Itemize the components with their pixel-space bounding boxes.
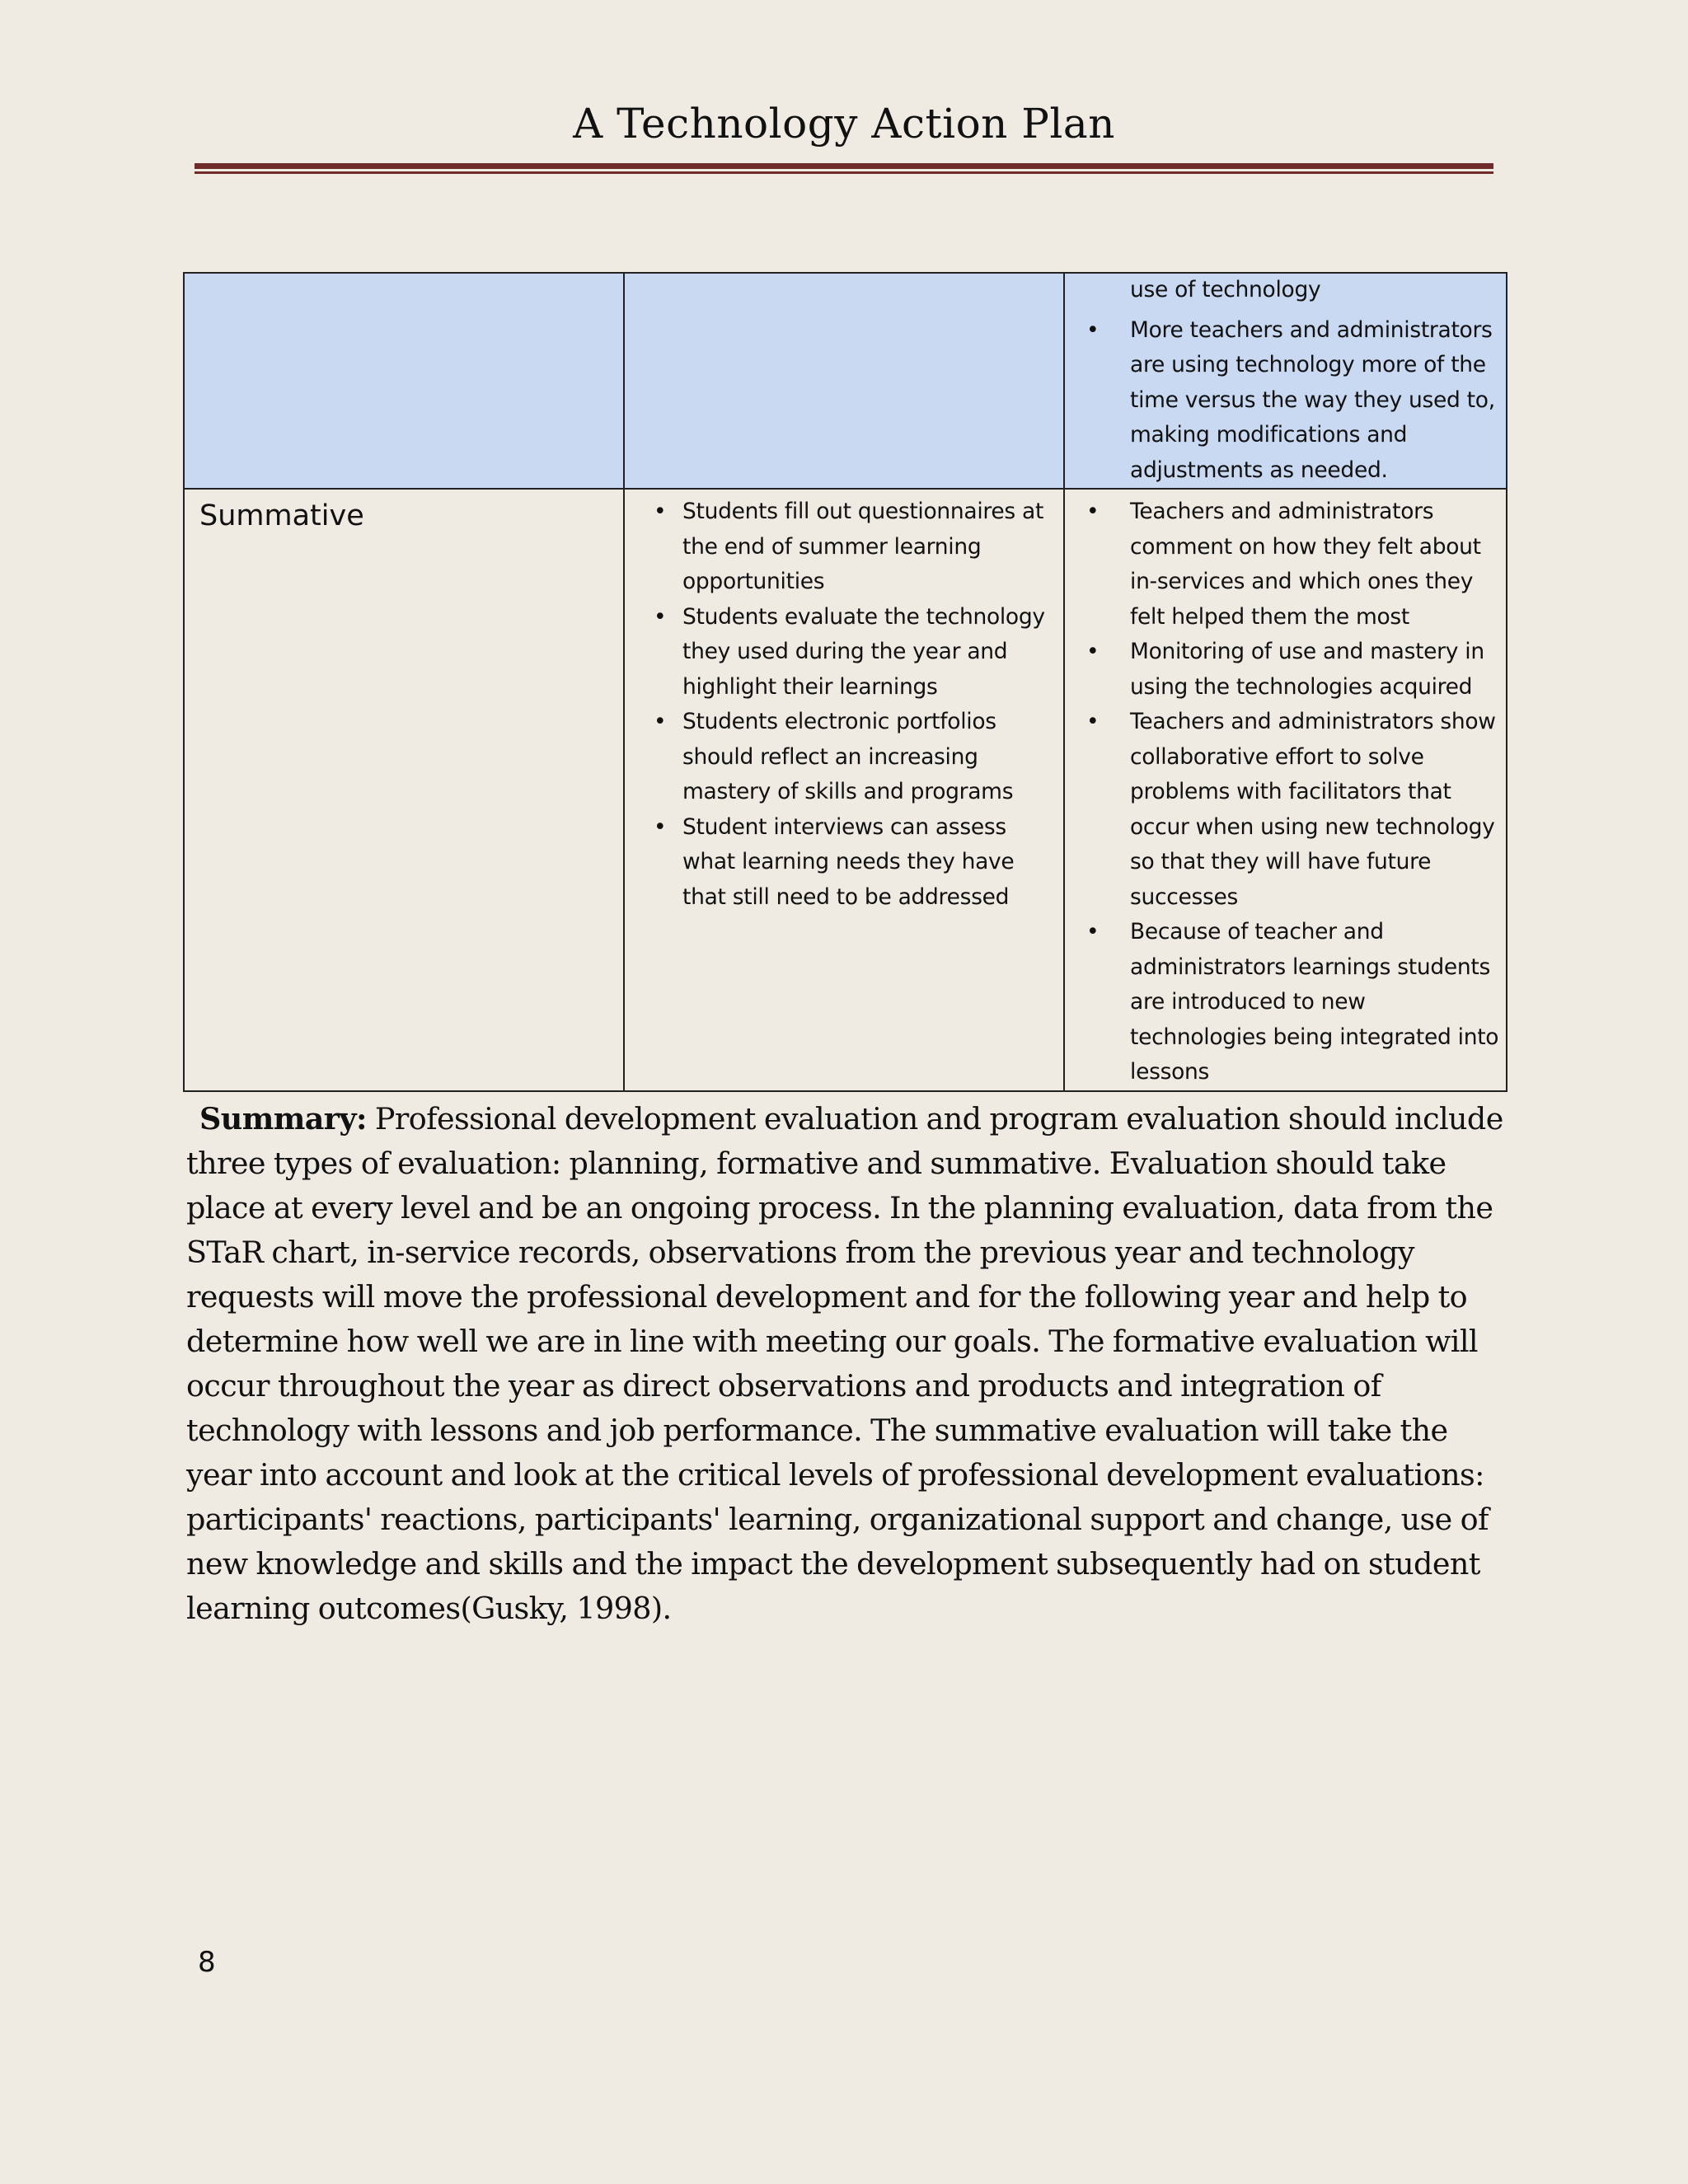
list-item <box>654 494 1055 600</box>
list-item <box>1086 313 1499 489</box>
page-title: A Technology Action Plan <box>573 100 1115 148</box>
bullet-icon: • <box>1086 919 1100 944</box>
list-item-text: Students electronic portfolios should reflect an increasing mastery of skills and programs <box>682 709 1014 804</box>
teachers-list <box>1065 490 1506 1090</box>
list-item-text: Student interviews can assess what learning needs they have that still need to be addressed <box>682 813 1015 910</box>
bullet-icon: • <box>654 603 667 630</box>
list-item-text: Students evaluate the technology they used during the year and highlight their learnings <box>682 603 1045 700</box>
list-item-text: Teachers and administrators comment on how they felt about in-services and which ones they felt helped them the most <box>1130 499 1481 630</box>
list-item <box>654 810 1055 916</box>
teachers-list <box>1065 308 1506 489</box>
title-rule-thin <box>195 171 1493 174</box>
table-cell-teachers <box>1064 489 1507 1091</box>
list-item <box>1086 635 1499 705</box>
list-item-text: Because of teacher and administrators learnings students are introduced to new technologies being integrated into lessons <box>1130 919 1499 1085</box>
table-cell-students <box>624 489 1064 1091</box>
bullet-icon: • <box>1086 316 1100 343</box>
row-label <box>185 274 623 282</box>
students-list <box>625 490 1063 915</box>
list-item <box>654 600 1055 705</box>
summary-paragraph <box>186 1097 1505 1631</box>
students-list <box>625 274 1063 279</box>
bullet-icon: • <box>654 499 667 524</box>
list-item-text: More teachers and administrators are using technology more of the time versus the way they used to, making modifications and adjustments as needed. <box>1130 316 1495 483</box>
summary-label: Summary: <box>199 1101 367 1137</box>
table-row <box>184 489 1507 1091</box>
bullet-icon: • <box>1086 639 1100 664</box>
title-rule-thick <box>195 163 1493 169</box>
list-item <box>1086 494 1499 635</box>
list-item <box>1086 915 1499 1090</box>
list-item-text: Monitoring of use and mastery in using the technologies acquired <box>1130 639 1484 700</box>
list-item <box>1086 705 1499 915</box>
page-number: 8 <box>198 1946 216 1979</box>
list-item-text: Students fill out questionnaires at the end of summer learning opportunities <box>682 499 1044 594</box>
table-cell-label <box>184 273 624 489</box>
evaluation-table <box>183 272 1507 1092</box>
table-cell-teachers <box>1064 273 1507 489</box>
summary-text: Professional development evaluation and program evaluation should include three types of evaluation: planning, formative and summative. Evaluation should take place at every level and be an ongoing process. In the planning evaluation, data from the STaR chart, in-service records, observations from the previous year and technology requests will move the professional development and for the following year and help to determine how well we are in line with meeting our goals. The formative evaluation will occur throughout the year as direct observations and products and integration of technology with lessons and job performance. The summative evaluation will take the year into account and look at the critical levels of professional development evaluations: participants' reactions, participants' learning, organizational support and change, use of new knowledge and skills and the impact the development subsequently had on student learning outcomes(Gusky, 1998). <box>186 1101 1503 1626</box>
row-label-summative: Summative <box>199 499 364 532</box>
table-cell-students <box>624 273 1064 489</box>
bullet-icon: • <box>1086 709 1100 734</box>
table-row <box>184 273 1507 489</box>
bullet-icon: • <box>1086 499 1100 524</box>
bullet-icon: • <box>654 813 667 840</box>
list-item-text: Teachers and administrators show collaborative effort to solve problems with facilitators that occur when using new technology so that they will have future successes <box>1130 709 1496 910</box>
bullet-icon: • <box>654 709 667 734</box>
list-item <box>654 705 1055 810</box>
table-cell-label <box>184 489 624 1091</box>
continuation-text: use of technology <box>1130 277 1321 302</box>
